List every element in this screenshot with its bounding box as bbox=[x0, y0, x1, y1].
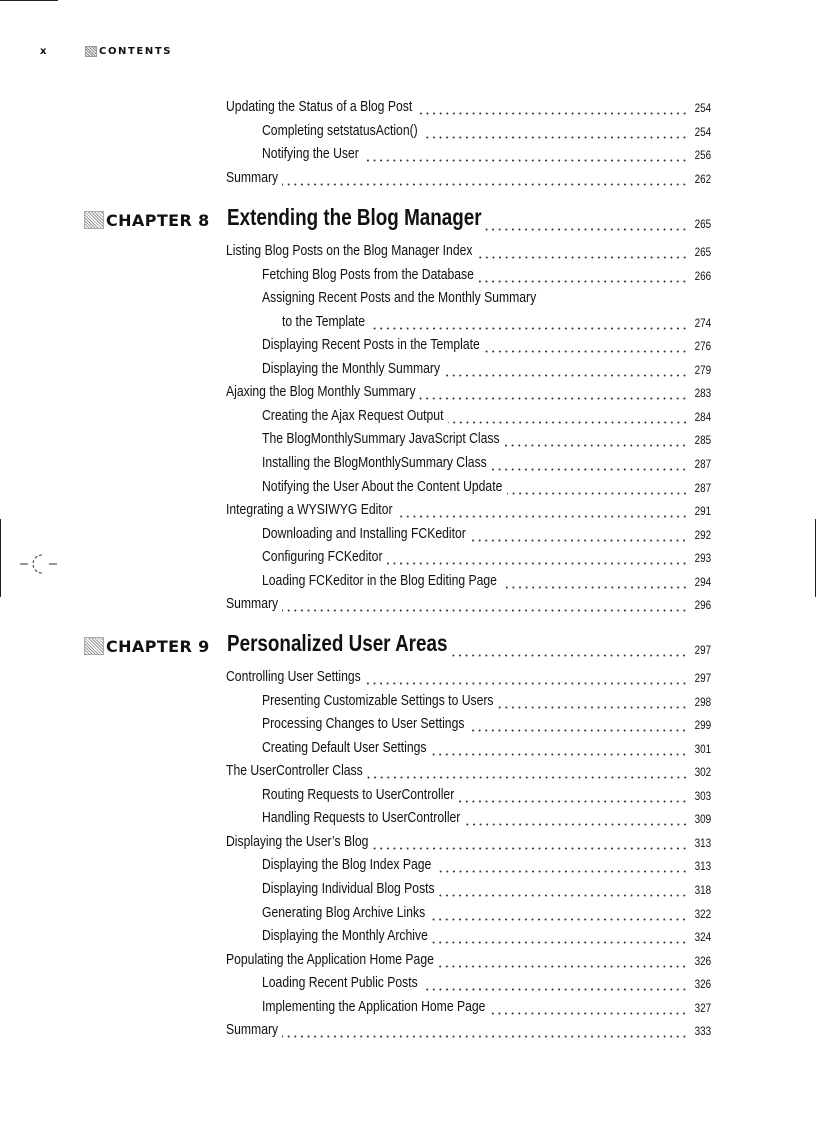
entry-title: Presenting Customizable Settings to Users bbox=[262, 692, 494, 709]
toc-subsection-entry[interactable] bbox=[262, 402, 711, 424]
toc-subsection-entry[interactable] bbox=[262, 355, 711, 377]
entry-title: Generating Blog Archive Links bbox=[262, 904, 426, 921]
dot-leader bbox=[438, 885, 688, 897]
entry-page-number: 309 bbox=[694, 814, 711, 827]
entry-title: Summary bbox=[226, 1022, 279, 1039]
dot-leader bbox=[469, 530, 687, 542]
entry-page-number: 326 bbox=[694, 955, 711, 968]
toc-section-entry[interactable] bbox=[226, 757, 711, 779]
dot-leader bbox=[489, 1003, 687, 1015]
entry-title: Notifying the User About the Content Update bbox=[262, 478, 503, 495]
entry-page-number: 303 bbox=[694, 790, 711, 803]
dot-leader bbox=[485, 217, 688, 231]
toc-section-entry[interactable] bbox=[226, 663, 711, 685]
toc-subsection-entry[interactable] bbox=[262, 993, 711, 1015]
dot-leader bbox=[282, 600, 688, 612]
entry-title: Notifying the User bbox=[262, 146, 359, 163]
toc-section-entry[interactable] bbox=[226, 946, 711, 968]
entry-title: Loading FCKeditor in the Blog Editing Page bbox=[262, 572, 497, 589]
chapter-page-number: 265 bbox=[694, 219, 711, 231]
toc-subsection-entry[interactable] bbox=[262, 804, 711, 826]
section-title: CONTENTS bbox=[99, 45, 173, 57]
toc-section-entry[interactable] bbox=[226, 237, 711, 259]
entry-page-number: 322 bbox=[694, 908, 711, 921]
entry-page-number: 291 bbox=[694, 506, 711, 519]
chapter-number: CHAPTER 9 bbox=[106, 636, 210, 656]
entry-page-number: 254 bbox=[694, 103, 711, 115]
entry-title: Displaying Individual Blog Posts bbox=[262, 880, 435, 897]
entry-page-number: 326 bbox=[694, 979, 711, 992]
entry-page-number: 313 bbox=[694, 861, 711, 874]
entry-title: Displaying Recent Posts in the Template bbox=[262, 337, 480, 354]
dot-leader bbox=[507, 483, 688, 495]
dot-leader bbox=[477, 247, 688, 259]
toc-subsection-entry[interactable] bbox=[262, 781, 711, 803]
entry-page-number: 292 bbox=[694, 529, 711, 542]
page-number: x bbox=[40, 45, 47, 57]
dot-leader bbox=[372, 838, 688, 850]
entry-title: Listing Blog Posts on the Blog Manager Index bbox=[226, 243, 473, 259]
dot-leader bbox=[367, 767, 688, 779]
entry-title: to the Template bbox=[282, 313, 366, 330]
toc-subsection-entry[interactable] bbox=[262, 969, 711, 991]
entry-page-number: 299 bbox=[694, 720, 711, 733]
entry-page-number: 301 bbox=[694, 743, 711, 756]
chapter-marker-icon bbox=[84, 211, 104, 229]
dot-leader bbox=[438, 956, 687, 968]
entry-title: Downloading and Installing FCKeditor bbox=[262, 525, 466, 542]
dot-leader bbox=[365, 673, 688, 685]
toc-subsection-entry[interactable] bbox=[262, 899, 711, 921]
toc-subsection-entry[interactable] bbox=[262, 425, 711, 447]
dot-leader bbox=[416, 103, 688, 115]
toc-subsection-entry[interactable] bbox=[262, 473, 711, 495]
dot-leader bbox=[429, 909, 687, 921]
entry-title: Displaying the Blog Index Page bbox=[262, 857, 432, 874]
entry-title: Displaying the Monthly Archive bbox=[262, 928, 428, 945]
entry-page-number: 284 bbox=[694, 411, 711, 424]
entry-page-number: 256 bbox=[694, 150, 711, 163]
entry-page-number: 293 bbox=[694, 553, 711, 566]
entry-title: Displaying the User’s Blog bbox=[226, 833, 369, 850]
entry-page-number: 333 bbox=[694, 1026, 711, 1039]
entry-title: Updating the Status of a Blog Post bbox=[226, 99, 413, 115]
chapter-title: Extending the Blog Manager bbox=[227, 204, 482, 230]
entry-page-number: 327 bbox=[694, 1002, 711, 1015]
toc-subsection-entry[interactable] bbox=[262, 710, 711, 732]
entry-title: Assigning Recent Posts and the Monthly Summary bbox=[262, 290, 537, 307]
toc-subsection-entry[interactable] bbox=[262, 922, 711, 944]
entry-page-number: 262 bbox=[694, 173, 711, 186]
dot-leader bbox=[490, 459, 687, 471]
chapter-label bbox=[84, 209, 227, 231]
entry-title: Controlling User Settings bbox=[226, 669, 361, 685]
entry-title: Loading Recent Public Posts bbox=[262, 975, 418, 992]
chapter-number: CHAPTER 8 bbox=[106, 210, 210, 230]
entry-title: Routing Requests to UserController bbox=[262, 786, 455, 803]
entry-title: Populating the Application Home Page bbox=[226, 951, 434, 968]
toc-subsection-entry[interactable] bbox=[262, 117, 711, 139]
dot-leader bbox=[430, 744, 687, 756]
entry-title: Displaying the Monthly Summary bbox=[262, 360, 441, 377]
toc-section-entry[interactable] bbox=[226, 93, 711, 115]
dot-leader bbox=[369, 318, 688, 330]
toc-section-entry[interactable] bbox=[226, 378, 711, 400]
dot-leader bbox=[387, 553, 688, 565]
dot-leader bbox=[468, 720, 687, 732]
chapter-page-number: 297 bbox=[694, 645, 711, 657]
chapter-marker-icon bbox=[84, 637, 104, 655]
entry-page-number: 274 bbox=[694, 317, 711, 330]
entry-page-number: 318 bbox=[694, 884, 711, 897]
entry-page-number: 276 bbox=[694, 341, 711, 354]
entry-title: Summary bbox=[226, 596, 279, 613]
chapter-label bbox=[84, 635, 227, 657]
entry-title: The UserController Class bbox=[226, 763, 363, 780]
entry-page-number: 296 bbox=[694, 600, 711, 613]
entry-title: Summary bbox=[226, 169, 279, 186]
dot-leader bbox=[363, 150, 688, 162]
toc-subsection-entry[interactable] bbox=[262, 284, 711, 306]
dot-leader bbox=[422, 127, 688, 139]
dot-leader bbox=[432, 932, 687, 944]
entry-page-number: 285 bbox=[694, 435, 711, 448]
entry-title: Implementing the Application Home Page bbox=[262, 998, 486, 1015]
entry-page-number: 287 bbox=[694, 482, 711, 495]
entry-page-number: 279 bbox=[694, 364, 711, 377]
toc-subsection-entry[interactable] bbox=[262, 449, 711, 471]
entry-title: Creating Default User Settings bbox=[262, 739, 427, 756]
dot-leader bbox=[484, 341, 688, 353]
toc-section-entry[interactable] bbox=[226, 496, 711, 518]
toc-subsection-entry[interactable] bbox=[282, 308, 711, 330]
toc-section-entry[interactable] bbox=[226, 164, 711, 186]
chapter-title: Personalized User Areas bbox=[227, 630, 448, 656]
toc-section-entry[interactable] bbox=[226, 1016, 711, 1038]
entry-title: Ajaxing the Blog Monthly Summary bbox=[226, 384, 416, 401]
entry-page-number: 313 bbox=[694, 837, 711, 850]
dot-leader bbox=[435, 861, 688, 873]
dot-leader bbox=[282, 1026, 688, 1038]
entry-page-number: 298 bbox=[694, 696, 711, 709]
dot-leader bbox=[282, 174, 688, 186]
running-head bbox=[40, 44, 172, 58]
dot-leader bbox=[503, 435, 687, 447]
entry-page-number: 287 bbox=[694, 458, 711, 471]
entry-page-number: 265 bbox=[694, 247, 711, 259]
dot-leader bbox=[444, 365, 688, 377]
toc-subsection-entry[interactable] bbox=[262, 140, 711, 162]
entry-title: The BlogMonthlySummary JavaScript Class bbox=[262, 431, 500, 448]
entry-page-number: 254 bbox=[694, 126, 711, 139]
dot-leader bbox=[497, 697, 688, 709]
dot-leader bbox=[422, 979, 688, 991]
toc-section-entry[interactable] bbox=[226, 828, 711, 850]
toc-subsection-entry[interactable] bbox=[262, 331, 711, 353]
chapter-heading[interactable] bbox=[84, 629, 711, 657]
entry-page-number: 294 bbox=[694, 576, 711, 589]
entry-page-number: 324 bbox=[694, 932, 711, 945]
entry-page-number: 266 bbox=[694, 270, 711, 283]
toc-subsection-entry[interactable] bbox=[262, 520, 711, 542]
toc-section-entry[interactable] bbox=[226, 590, 711, 612]
entry-page-number: 283 bbox=[694, 388, 711, 401]
registration-mark-icon bbox=[20, 551, 60, 577]
toc-subsection-entry[interactable] bbox=[262, 851, 711, 873]
entry-page-number: 297 bbox=[694, 673, 711, 685]
toc-subsection-entry[interactable] bbox=[262, 734, 711, 756]
dot-leader bbox=[458, 791, 688, 803]
toc-subsection-entry[interactable] bbox=[262, 543, 711, 565]
toc-subsection-entry[interactable] bbox=[262, 875, 711, 897]
crop-mark-left bbox=[0, 519, 1, 597]
entry-title: Installing the BlogMonthlySummary Class bbox=[262, 454, 487, 471]
dot-leader bbox=[478, 271, 688, 283]
dot-leader bbox=[448, 412, 688, 424]
dot-leader bbox=[501, 577, 688, 589]
chapter-heading[interactable] bbox=[84, 203, 711, 231]
entry-title: Configuring FCKeditor bbox=[262, 549, 383, 566]
toc-subsection-entry[interactable] bbox=[262, 567, 711, 589]
entry-title: Handling Requests to UserController bbox=[262, 810, 461, 827]
toc-subsection-entry[interactable] bbox=[262, 261, 711, 283]
entry-title: Creating the Ajax Request Output bbox=[262, 407, 444, 424]
toc-subsection-entry[interactable] bbox=[262, 687, 711, 709]
entry-title: Fetching Blog Posts from the Database bbox=[262, 266, 474, 283]
entry-page-number: 302 bbox=[694, 767, 711, 780]
entry-title: Processing Changes to User Settings bbox=[262, 716, 465, 733]
dot-leader bbox=[465, 814, 688, 826]
dot-leader bbox=[397, 506, 688, 518]
crop-mark-top bbox=[0, 0, 58, 1]
entry-title: Completing setstatusAction() bbox=[262, 122, 418, 139]
section-marker-icon bbox=[85, 46, 97, 57]
entry-title: Integrating a WYSIWYG Editor bbox=[226, 502, 393, 519]
dot-leader bbox=[451, 643, 687, 657]
dot-leader bbox=[419, 388, 688, 400]
